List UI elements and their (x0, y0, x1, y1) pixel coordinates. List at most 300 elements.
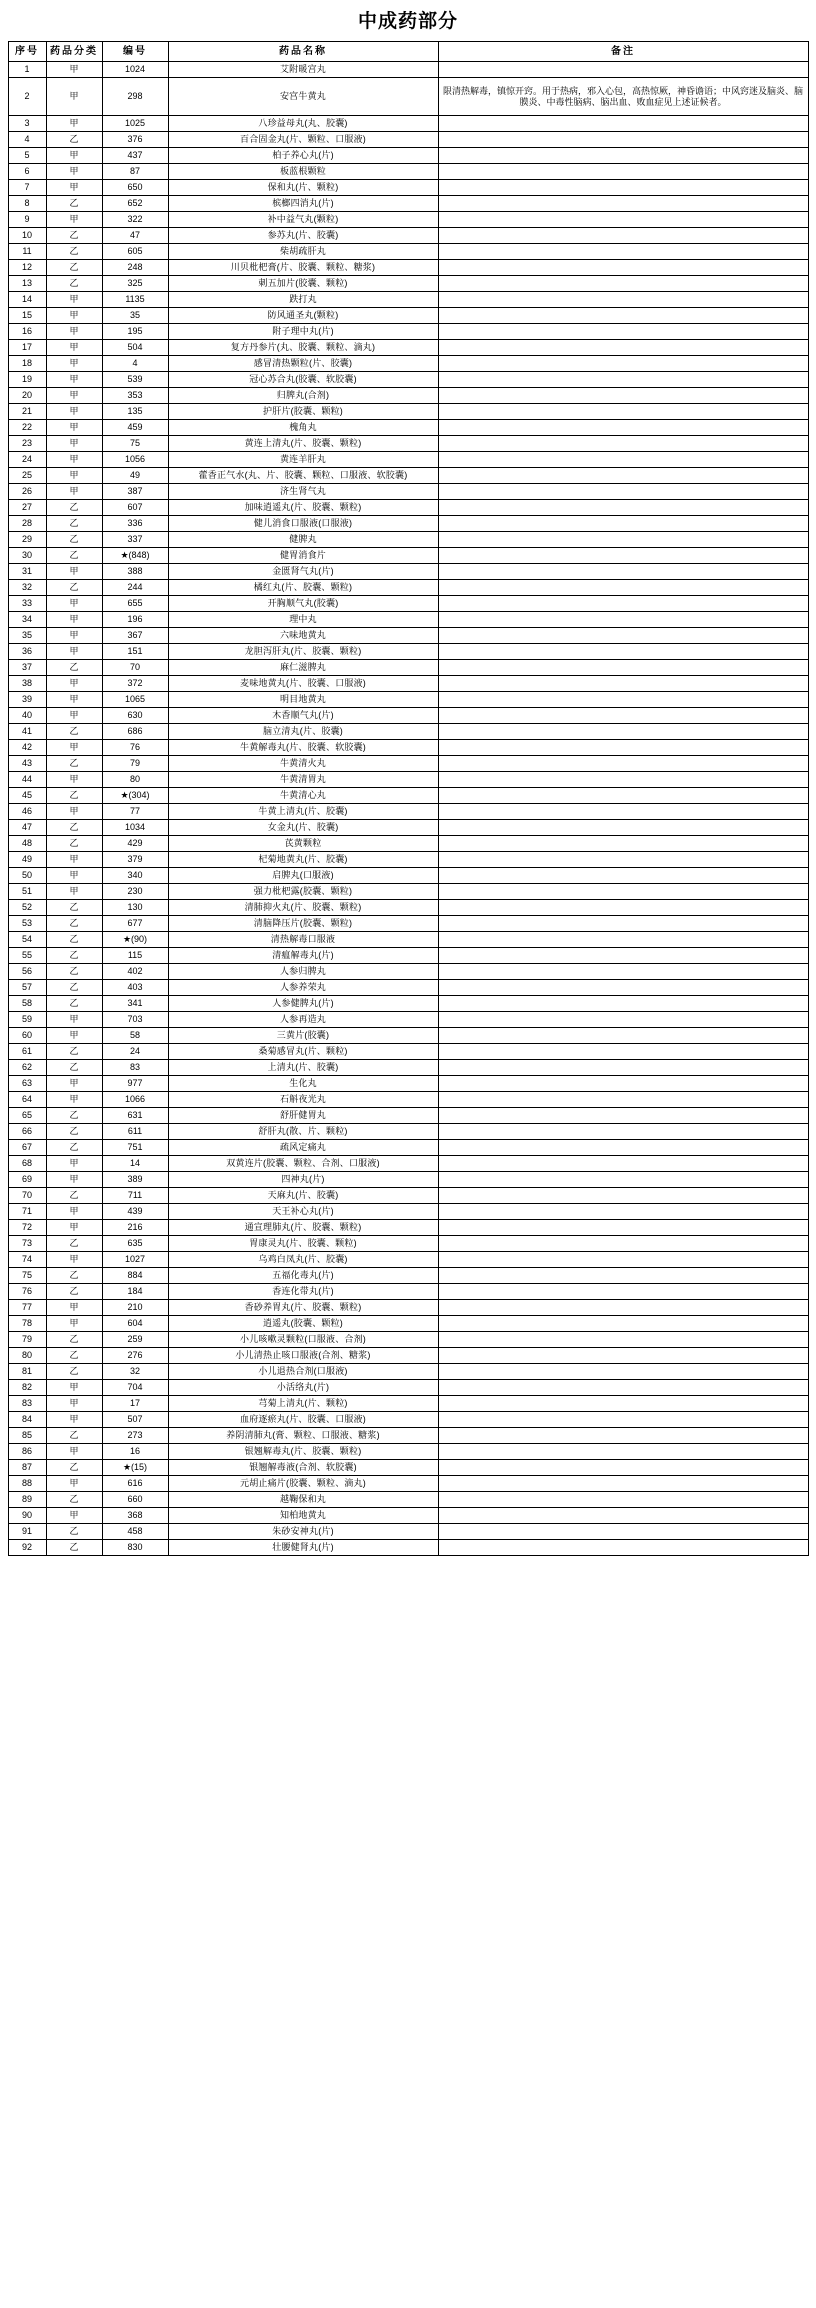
cell-code: 16 (102, 1444, 168, 1460)
cell-category: 乙 (46, 1060, 102, 1076)
cell-code: 884 (102, 1268, 168, 1284)
cell-category: 甲 (46, 324, 102, 340)
cell-drug-name: 健胃消食片 (168, 548, 438, 564)
cell-category: 甲 (46, 564, 102, 580)
cell-drug-name: 血府逐瘀丸(片、胶囊、口服液) (168, 1412, 438, 1428)
table-row (8, 500, 808, 516)
table-row (8, 1428, 808, 1444)
cell-category: 甲 (46, 1028, 102, 1044)
cell-index: 70 (8, 1188, 46, 1204)
cell-code: 611 (102, 1124, 168, 1140)
cell-code: 703 (102, 1012, 168, 1028)
cell-note (438, 340, 808, 356)
cell-note (438, 420, 808, 436)
cell-drug-name: 桑菊感冒丸(片、颗粒) (168, 1044, 438, 1060)
cell-index: 2 (8, 78, 46, 116)
table-row (8, 1012, 808, 1028)
cell-note (438, 1444, 808, 1460)
table-row (8, 276, 808, 292)
cell-index: 4 (8, 132, 46, 148)
cell-category: 乙 (46, 1492, 102, 1508)
cell-code: 353 (102, 388, 168, 404)
cell-note (438, 436, 808, 452)
cell-code: 660 (102, 1492, 168, 1508)
table-row (8, 1252, 808, 1268)
cell-index: 18 (8, 356, 46, 372)
table-row (8, 1060, 808, 1076)
cell-drug-name: 冠心苏合丸(胶囊、软胶囊) (168, 372, 438, 388)
cell-category: 乙 (46, 1332, 102, 1348)
table-row (8, 612, 808, 628)
cell-index: 45 (8, 788, 46, 804)
cell-category: 甲 (46, 596, 102, 612)
cell-index: 66 (8, 1124, 46, 1140)
cell-index: 12 (8, 260, 46, 276)
cell-code: 35 (102, 308, 168, 324)
cell-code: 1034 (102, 820, 168, 836)
cell-category: 乙 (46, 916, 102, 932)
table-row (8, 1172, 808, 1188)
cell-code: 1024 (102, 62, 168, 78)
cell-category: 甲 (46, 356, 102, 372)
cell-drug-name: 参苏丸(片、胶囊) (168, 228, 438, 244)
cell-note (438, 388, 808, 404)
table-row (8, 116, 808, 132)
table-row (8, 580, 808, 596)
cell-drug-name: 人参养荣丸 (168, 980, 438, 996)
cell-index: 62 (8, 1060, 46, 1076)
cell-drug-name: 越鞠保和丸 (168, 1492, 438, 1508)
cell-category: 甲 (46, 1172, 102, 1188)
cell-note (438, 1220, 808, 1236)
cell-index: 79 (8, 1332, 46, 1348)
cell-index: 68 (8, 1156, 46, 1172)
table-row (8, 548, 808, 564)
cell-note (438, 1508, 808, 1524)
cell-code: 458 (102, 1524, 168, 1540)
cell-category: 甲 (46, 1012, 102, 1028)
cell-note (438, 1124, 808, 1140)
table-row (8, 1460, 808, 1476)
cell-index: 22 (8, 420, 46, 436)
cell-category: 甲 (46, 1444, 102, 1460)
cell-note (438, 660, 808, 676)
cell-code: 130 (102, 900, 168, 916)
cell-code: 655 (102, 596, 168, 612)
cell-drug-name: 女金丸(片、胶囊) (168, 820, 438, 836)
cell-index: 84 (8, 1412, 46, 1428)
cell-code: 652 (102, 196, 168, 212)
cell-index: 56 (8, 964, 46, 980)
cell-category: 乙 (46, 548, 102, 564)
cell-note (438, 1380, 808, 1396)
table-row (8, 212, 808, 228)
cell-note (438, 1188, 808, 1204)
cell-note (438, 1300, 808, 1316)
cell-note (438, 292, 808, 308)
cell-note (438, 1268, 808, 1284)
table-row (8, 820, 808, 836)
cell-code: 376 (102, 132, 168, 148)
cell-category: 乙 (46, 1460, 102, 1476)
cell-code: 677 (102, 916, 168, 932)
cell-code: 259 (102, 1332, 168, 1348)
cell-drug-name: 川贝枇杷膏(片、胶囊、颗粒、糖浆) (168, 260, 438, 276)
cell-category: 甲 (46, 1076, 102, 1092)
cell-drug-name: 黄连上清丸(片、胶囊、颗粒) (168, 436, 438, 452)
table-body (8, 62, 808, 1556)
table-row (8, 1332, 808, 1348)
cell-drug-name: 柴胡疏肝丸 (168, 244, 438, 260)
table-row (8, 436, 808, 452)
cell-index: 89 (8, 1492, 46, 1508)
cell-code: 605 (102, 244, 168, 260)
table-row (8, 244, 808, 260)
table-row (8, 964, 808, 980)
cell-drug-name: 牛黄上清丸(片、胶囊) (168, 804, 438, 820)
cell-index: 36 (8, 644, 46, 660)
cell-drug-name: 牛黄清胃丸 (168, 772, 438, 788)
cell-category: 甲 (46, 78, 102, 116)
cell-note (438, 1316, 808, 1332)
cell-category: 乙 (46, 964, 102, 980)
cell-note (438, 1172, 808, 1188)
cell-index: 16 (8, 324, 46, 340)
cell-note (438, 1076, 808, 1092)
cell-drug-name: 通宣理肺丸(片、胶囊、颗粒) (168, 1220, 438, 1236)
cell-category: 甲 (46, 404, 102, 420)
cell-index: 14 (8, 292, 46, 308)
cell-note (438, 452, 808, 468)
table-row (8, 1300, 808, 1316)
cell-note (438, 1492, 808, 1508)
cell-note (438, 1204, 808, 1220)
cell-code: 298 (102, 78, 168, 116)
cell-code: 336 (102, 516, 168, 532)
cell-category: 乙 (46, 660, 102, 676)
cell-index: 53 (8, 916, 46, 932)
cell-category: 甲 (46, 1252, 102, 1268)
cell-category: 甲 (46, 692, 102, 708)
cell-code: 47 (102, 228, 168, 244)
cell-drug-name: 元胡止痛片(胶囊、颗粒、滴丸) (168, 1476, 438, 1492)
cell-index: 15 (8, 308, 46, 324)
cell-index: 1 (8, 62, 46, 78)
table-row (8, 932, 808, 948)
cell-category: 乙 (46, 1124, 102, 1140)
cell-drug-name: 清脑降压片(胶囊、颗粒) (168, 916, 438, 932)
cell-category: 甲 (46, 436, 102, 452)
cell-note (438, 1428, 808, 1444)
table-row (8, 372, 808, 388)
table-row (8, 1444, 808, 1460)
table-row (8, 1076, 808, 1092)
cell-index: 32 (8, 580, 46, 596)
cell-drug-name: 橘红丸(片、胶囊、颗粒) (168, 580, 438, 596)
table-row (8, 62, 808, 78)
cell-category: 乙 (46, 532, 102, 548)
cell-code: 276 (102, 1348, 168, 1364)
cell-drug-name: 麦味地黄丸(片、胶囊、口服液) (168, 676, 438, 692)
cell-note (438, 756, 808, 772)
cell-code: 389 (102, 1172, 168, 1188)
cell-code: 1056 (102, 452, 168, 468)
cell-drug-name: 舒肝健胃丸 (168, 1108, 438, 1124)
cell-category: 甲 (46, 452, 102, 468)
cell-category: 甲 (46, 1380, 102, 1396)
cell-drug-name: 人参再造丸 (168, 1012, 438, 1028)
cell-index: 44 (8, 772, 46, 788)
cell-code: 341 (102, 996, 168, 1012)
cell-category: 乙 (46, 1236, 102, 1252)
table-row (8, 452, 808, 468)
cell-code: 607 (102, 500, 168, 516)
cell-drug-name: 乌鸡白凤丸(片、胶囊) (168, 1252, 438, 1268)
cell-code: 507 (102, 1412, 168, 1428)
cell-note (438, 62, 808, 78)
cell-note (438, 276, 808, 292)
cell-category: 甲 (46, 292, 102, 308)
cell-note (438, 260, 808, 276)
cell-code: 24 (102, 1044, 168, 1060)
cell-index: 51 (8, 884, 46, 900)
cell-index: 67 (8, 1140, 46, 1156)
cell-note (438, 724, 808, 740)
table-row (8, 356, 808, 372)
cell-drug-name: 上清丸(片、胶囊) (168, 1060, 438, 1076)
cell-code: 216 (102, 1220, 168, 1236)
cell-index: 40 (8, 708, 46, 724)
cell-note (438, 1540, 808, 1556)
table-row (8, 468, 808, 484)
cell-index: 61 (8, 1044, 46, 1060)
cell-code: 459 (102, 420, 168, 436)
cell-code: 77 (102, 804, 168, 820)
cell-index: 21 (8, 404, 46, 420)
cell-drug-name: 补中益气丸(颗粒) (168, 212, 438, 228)
cell-note (438, 692, 808, 708)
table-row (8, 996, 808, 1012)
table-row (8, 692, 808, 708)
cell-category: 甲 (46, 420, 102, 436)
cell-drug-name: 清瘟解毒丸(片) (168, 948, 438, 964)
cell-category: 乙 (46, 932, 102, 948)
cell-code: 195 (102, 324, 168, 340)
cell-index: 54 (8, 932, 46, 948)
table-row (8, 404, 808, 420)
cell-note (438, 532, 808, 548)
cell-code: 151 (102, 644, 168, 660)
cell-note (438, 116, 808, 132)
cell-code: 439 (102, 1204, 168, 1220)
cell-code: 372 (102, 676, 168, 692)
cell-index: 11 (8, 244, 46, 260)
cell-index: 20 (8, 388, 46, 404)
cell-category: 乙 (46, 276, 102, 292)
cell-code: 196 (102, 612, 168, 628)
cell-index: 23 (8, 436, 46, 452)
cell-note (438, 788, 808, 804)
table-row (8, 1188, 808, 1204)
cell-drug-name: 加味逍遥丸(片、胶囊、颗粒) (168, 500, 438, 516)
cell-index: 3 (8, 116, 46, 132)
cell-category: 甲 (46, 612, 102, 628)
cell-index: 58 (8, 996, 46, 1012)
cell-note (438, 308, 808, 324)
cell-index: 26 (8, 484, 46, 500)
cell-drug-name: 小儿清热止咳口服液(合剂、糖浆) (168, 1348, 438, 1364)
cell-code: ★(90) (102, 932, 168, 948)
cell-note (438, 1332, 808, 1348)
cell-code: 115 (102, 948, 168, 964)
table-row (8, 532, 808, 548)
cell-note (438, 132, 808, 148)
cell-drug-name: 双黄连片(胶囊、颗粒、合剂、口服液) (168, 1156, 438, 1172)
cell-code: 17 (102, 1396, 168, 1412)
cell-drug-name: 板蓝根颗粒 (168, 164, 438, 180)
cell-note (438, 1364, 808, 1380)
cell-index: 9 (8, 212, 46, 228)
cell-code: 751 (102, 1140, 168, 1156)
cell-category: 乙 (46, 516, 102, 532)
cell-drug-name: 归脾丸(合剂) (168, 388, 438, 404)
cell-code: 58 (102, 1028, 168, 1044)
cell-category: 乙 (46, 500, 102, 516)
cell-note (438, 580, 808, 596)
cell-index: 27 (8, 500, 46, 516)
cell-drug-name: 知柏地黄丸 (168, 1508, 438, 1524)
cell-drug-name: 济生肾气丸 (168, 484, 438, 500)
cell-note (438, 1044, 808, 1060)
cell-index: 30 (8, 548, 46, 564)
column-header-category: 药品分类 (46, 42, 102, 62)
table-row (8, 308, 808, 324)
table-row (8, 596, 808, 612)
table-row (8, 420, 808, 436)
table-row (8, 260, 808, 276)
cell-note (438, 404, 808, 420)
cell-index: 41 (8, 724, 46, 740)
cell-drug-name: 理中丸 (168, 612, 438, 628)
cell-code: ★(848) (102, 548, 168, 564)
table-row (8, 788, 808, 804)
cell-category: 甲 (46, 62, 102, 78)
cell-note (438, 228, 808, 244)
table-row (8, 1156, 808, 1172)
table-row (8, 324, 808, 340)
cell-code: 79 (102, 756, 168, 772)
cell-code: 1027 (102, 1252, 168, 1268)
cell-drug-name: 槟榔四消丸(片) (168, 196, 438, 212)
cell-category: 乙 (46, 260, 102, 276)
cell-category: 乙 (46, 244, 102, 260)
cell-drug-name: 健儿消食口服液(口服液) (168, 516, 438, 532)
cell-code: 504 (102, 340, 168, 356)
cell-note (438, 804, 808, 820)
table-header-row (8, 42, 808, 62)
table-row (8, 1316, 808, 1332)
cell-drug-name: 跌打丸 (168, 292, 438, 308)
cell-code: 402 (102, 964, 168, 980)
cell-code: 273 (102, 1428, 168, 1444)
cell-index: 76 (8, 1284, 46, 1300)
cell-index: 60 (8, 1028, 46, 1044)
cell-category: 乙 (46, 1188, 102, 1204)
cell-index: 91 (8, 1524, 46, 1540)
cell-index: 29 (8, 532, 46, 548)
cell-drug-name: 舒肝丸(散、片、颗粒) (168, 1124, 438, 1140)
table-row (8, 708, 808, 724)
cell-note (438, 356, 808, 372)
cell-drug-name: 小活络丸(片) (168, 1380, 438, 1396)
cell-note (438, 324, 808, 340)
cell-note (438, 1284, 808, 1300)
cell-index: 7 (8, 180, 46, 196)
cell-index: 83 (8, 1396, 46, 1412)
table-row (8, 388, 808, 404)
cell-drug-name: 天王补心丸(片) (168, 1204, 438, 1220)
cell-drug-name: 牛黄清火丸 (168, 756, 438, 772)
cell-note (438, 596, 808, 612)
cell-index: 35 (8, 628, 46, 644)
cell-index: 38 (8, 676, 46, 692)
cell-drug-name: 香砂养胃丸(片、胶囊、颗粒) (168, 1300, 438, 1316)
cell-drug-name: 明目地黄丸 (168, 692, 438, 708)
cell-category: 乙 (46, 1348, 102, 1364)
cell-category: 乙 (46, 1364, 102, 1380)
cell-note (438, 564, 808, 580)
table-row (8, 1236, 808, 1252)
cell-drug-name: 开胸顺气丸(胶囊) (168, 596, 438, 612)
cell-note (438, 1460, 808, 1476)
table-row (8, 564, 808, 580)
cell-code: 711 (102, 1188, 168, 1204)
cell-category: 乙 (46, 1524, 102, 1540)
cell-index: 8 (8, 196, 46, 212)
table-row (8, 1092, 808, 1108)
cell-category: 乙 (46, 980, 102, 996)
cell-index: 42 (8, 740, 46, 756)
cell-drug-name: 香连化带丸(片) (168, 1284, 438, 1300)
cell-category: 甲 (46, 884, 102, 900)
cell-index: 78 (8, 1316, 46, 1332)
cell-category: 乙 (46, 756, 102, 772)
cell-note (438, 676, 808, 692)
cell-index: 37 (8, 660, 46, 676)
cell-note (438, 1524, 808, 1540)
cell-drug-name: 牛黄清心丸 (168, 788, 438, 804)
cell-code: 437 (102, 148, 168, 164)
cell-drug-name: 感冒清热颗粒(片、胶囊) (168, 356, 438, 372)
cell-index: 55 (8, 948, 46, 964)
cell-drug-name: 木香顺气丸(片) (168, 708, 438, 724)
cell-index: 88 (8, 1476, 46, 1492)
cell-note (438, 1060, 808, 1076)
cell-code: 403 (102, 980, 168, 996)
table-row (8, 1396, 808, 1412)
cell-note (438, 468, 808, 484)
table-row (8, 1540, 808, 1556)
cell-code: 686 (102, 724, 168, 740)
cell-code: 184 (102, 1284, 168, 1300)
cell-index: 6 (8, 164, 46, 180)
cell-category: 甲 (46, 1476, 102, 1492)
cell-index: 59 (8, 1012, 46, 1028)
cell-drug-name: 疏风定痛丸 (168, 1140, 438, 1156)
table-row (8, 196, 808, 212)
table-row (8, 1220, 808, 1236)
cell-code: 704 (102, 1380, 168, 1396)
